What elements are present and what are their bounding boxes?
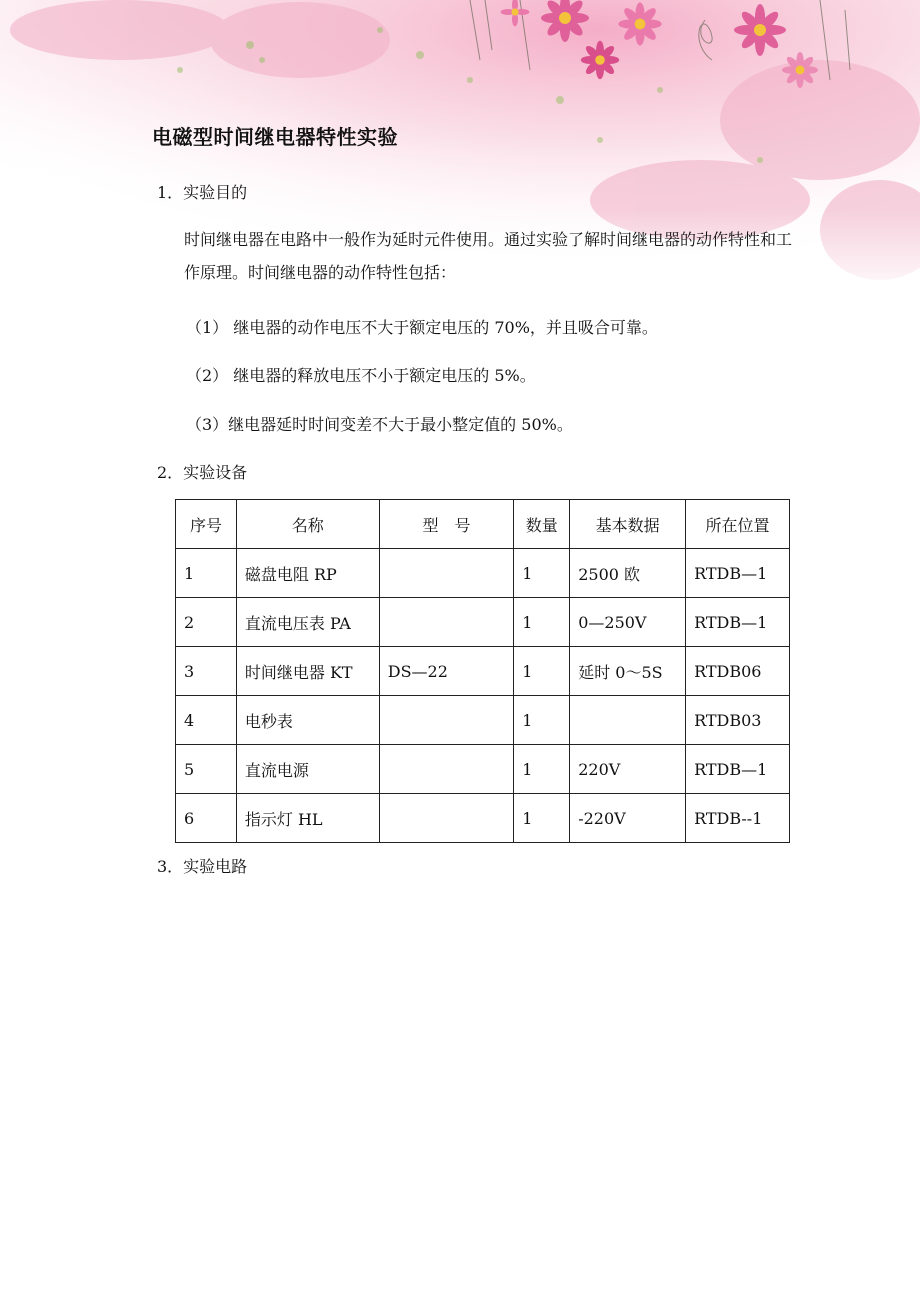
cell-model [379, 745, 514, 794]
section-2-heading: 2．实验设备 [157, 463, 248, 482]
cell-name: 直流电源 [236, 745, 379, 794]
cell-index: 5 [176, 745, 237, 794]
column-header: 型 号 [379, 500, 514, 549]
cell-name: 电秒表 [236, 696, 379, 745]
table-row [176, 696, 790, 745]
cell-spec: 220V [570, 745, 686, 794]
cell-location: RTDB06 [686, 647, 790, 696]
table-row [176, 598, 790, 647]
cell-location: RTDB—1 [686, 745, 790, 794]
cell-quantity: 1 [514, 696, 570, 745]
cell-model: DS—22 [379, 647, 514, 696]
cell-model [379, 598, 514, 647]
cell-spec: 0—250V [570, 598, 686, 647]
column-header: 所在位置 [686, 500, 790, 549]
cell-index: 2 [176, 598, 237, 647]
cell-model [379, 549, 514, 598]
column-header: 基本数据 [570, 500, 686, 549]
cell-location: RTDB--1 [686, 794, 790, 843]
cell-location: RTDB—1 [686, 549, 790, 598]
list-item: （1） 继电器的动作电压不大于额定电压的 70%，并且吸合可靠。 [186, 318, 658, 337]
cell-location: RTDB03 [686, 696, 790, 745]
cell-name: 时间继电器 KT [236, 647, 379, 696]
cell-index: 3 [176, 647, 237, 696]
cell-name: 直流电压表 PA [236, 598, 379, 647]
cell-quantity: 1 [514, 794, 570, 843]
cell-model [379, 794, 514, 843]
section-3-heading: 3．实验电路 [157, 857, 248, 876]
cell-quantity: 1 [514, 598, 570, 647]
cell-quantity: 1 [514, 549, 570, 598]
list-item: （2） 继电器的释放电压不小于额定电压的 5%。 [186, 366, 536, 385]
table-row [176, 549, 790, 598]
column-header: 数量 [514, 500, 570, 549]
table-row [176, 794, 790, 843]
cell-spec: 2500 欧 [570, 549, 686, 598]
cell-name: 指示灯 HL [236, 794, 379, 843]
column-header: 名称 [236, 500, 379, 549]
section-1-paragraph: 时间继电器在电路中一般作为延时元件使用。通过实验了解时间继电器的动作特性和工作原理。时间继电器的动作特性包括： [184, 230, 793, 282]
cell-spec: -220V [570, 794, 686, 843]
cell-name: 磁盘电阻 RP [236, 549, 379, 598]
cell-index: 4 [176, 696, 237, 745]
table-header-row [176, 500, 790, 549]
cell-location: RTDB—1 [686, 598, 790, 647]
cell-spec: 延时 0～5S [570, 647, 686, 696]
cell-spec [570, 696, 686, 745]
section-1-heading: 1．实验目的 [157, 183, 248, 202]
cell-model [379, 696, 514, 745]
cell-quantity: 1 [514, 647, 570, 696]
cell-index: 1 [176, 549, 237, 598]
column-header: 序号 [176, 500, 237, 549]
table-row [176, 647, 790, 696]
cell-quantity: 1 [514, 745, 570, 794]
cell-index: 6 [176, 794, 237, 843]
list-item: （3）继电器延时时间变差不大于最小整定值的 50%。 [186, 415, 573, 434]
page-title: 电磁型时间继电器特性实验 [152, 125, 398, 149]
equipment-table [175, 499, 790, 843]
table-row [176, 745, 790, 794]
